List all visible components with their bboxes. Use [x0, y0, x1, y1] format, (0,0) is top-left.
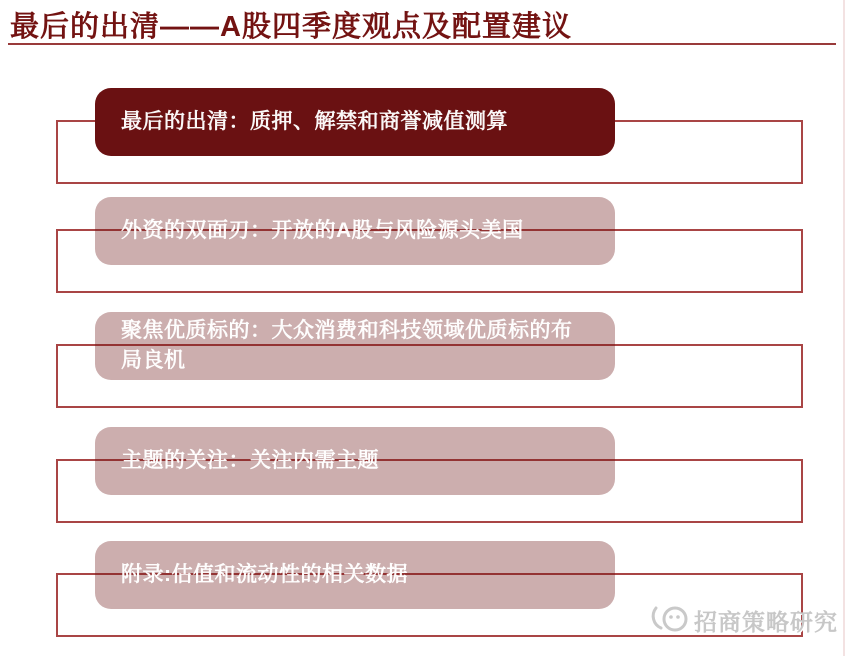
agenda-item-label: 最后的出清：质押、解禁和商誉减值测算: [121, 109, 508, 133]
watermark: [650, 601, 838, 640]
agenda-item-label: 聚焦优质标的：大众消费和科技领域优质标的布局良机: [121, 318, 573, 372]
agenda-row-1: [0, 88, 850, 188]
page-title: 最后的出清——A股四季度观点及配置建议: [10, 11, 572, 43]
agenda-item-final-clearing: [95, 88, 615, 156]
agenda-item-appendix: [95, 541, 615, 609]
agenda-row-4: [0, 427, 850, 527]
agenda-row-3: [0, 312, 850, 412]
watermark-label: 招商策略研究: [694, 609, 838, 635]
agenda-item-foreign-capital: [95, 197, 615, 265]
brand-logo-icon: [650, 601, 690, 640]
agenda-item-label: 外资的双面刃：开放的A股与风险源头美国: [121, 218, 524, 242]
agenda-item-label: 主题的关注：关注内需主题: [121, 448, 379, 472]
agenda-item-themes: [95, 427, 615, 495]
agenda-item-quality-targets: [95, 312, 615, 380]
agenda-row-2: [0, 197, 850, 297]
title-underline: [8, 43, 836, 45]
slide-right-edge: [843, 0, 845, 656]
agenda-item-label: 附录:估值和流动性的相关数据: [121, 562, 408, 586]
